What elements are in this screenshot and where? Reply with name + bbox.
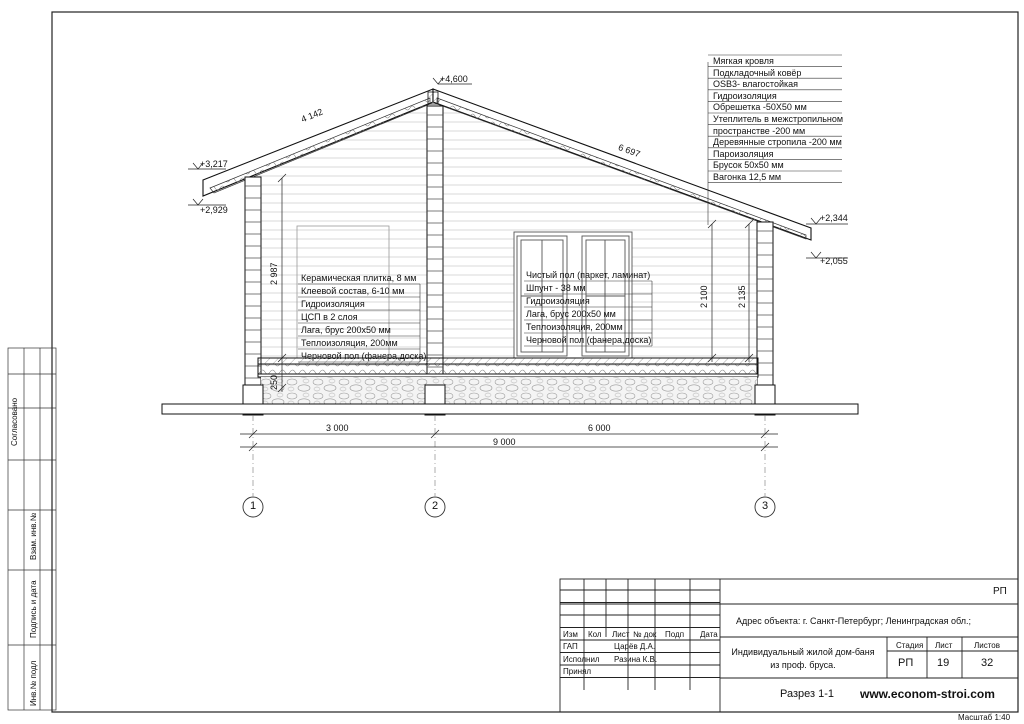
elevation-left-bottom: +2,929 <box>200 205 228 215</box>
title-drawing-name: Разрез 1-1 <box>780 688 835 700</box>
axis-label-2: 2 <box>432 500 439 512</box>
title-role: Принял <box>563 667 592 676</box>
title-sheets-label: Листов <box>974 641 1000 650</box>
floor-layer-item: Гидроизоляция <box>526 296 590 306</box>
stamp-agreed: Согласовано <box>10 397 19 446</box>
title-role: Исполнил <box>563 654 600 664</box>
stamp-replace-inv: Взам. инв.№ <box>29 512 38 560</box>
ridge <box>428 92 438 104</box>
title-website[interactable]: www.econom-stroi.com <box>860 687 995 701</box>
title-sheet: 19 <box>937 657 950 669</box>
roof-layer-item: Брусок 50х50 мм <box>713 160 784 171</box>
dimension-right-height-b: 2 135 <box>737 285 747 308</box>
dimension-right-slope: 6 697 <box>616 142 642 160</box>
floor-layer-item: Черновой пол (фанера,доска) <box>301 351 427 361</box>
ground <box>162 404 858 414</box>
floor-layer-item: ЦСП в 2 слоя <box>301 312 358 322</box>
floor-layer-item: Клеевой состав, 6-10 мм <box>301 286 405 296</box>
title-person: Разина К.В. <box>614 654 658 664</box>
title-role: ГАП <box>563 642 578 651</box>
floor-layer-item: Теплоизоляция, 200мм <box>526 322 623 332</box>
floor-layer-item: Гидроизоляция <box>301 299 365 309</box>
title-code: РП <box>993 586 1007 597</box>
dimension-foundation: 250 <box>269 374 279 390</box>
title-sheets: 32 <box>981 657 994 669</box>
floor-layer-item: Чистый пол (паркет, ламинат) <box>526 270 651 280</box>
dimension-left-slope: 4 142 <box>299 106 325 125</box>
roof-layer-item: Деревянные стропила -200 мм <box>713 137 842 148</box>
roof-layer-item: Утеплитель в межстропильном <box>713 114 844 124</box>
title-header-cell: Кол <box>588 630 602 639</box>
floor-layer-item: Лага, брус 200х50 мм <box>301 325 391 335</box>
title-header-cell: № док <box>633 630 657 639</box>
floor-layer-item: Шпунт - 38 мм <box>526 283 586 293</box>
floor-layer-item: Теплоизоляция, 200мм <box>301 338 398 348</box>
title-header-cell: Дата <box>700 630 718 639</box>
dimension-span-right: 6 000 <box>588 423 611 433</box>
title-header-cell: Изм <box>563 630 578 639</box>
roof-layer-item: Обрешетка -50Х50 мм <box>713 102 807 113</box>
elevation-right-bottom: +2,055 <box>820 256 848 266</box>
gravel-fill <box>261 374 757 406</box>
elevation-right-top: +2,344 <box>820 213 848 223</box>
elevation-ridge: +4,600 <box>440 74 468 84</box>
axis-label-1: 1 <box>250 500 257 512</box>
title-address: Адрес объекта: г. Санкт-Петербург; Ленинградская обл.; <box>736 616 972 626</box>
dimension-span-left: 3 000 <box>326 423 349 433</box>
title-header-cell: Подп <box>665 630 685 639</box>
dimension-right-height-a: 2 100 <box>699 285 709 308</box>
stamp-sign-date: Подпись и дата <box>29 580 38 638</box>
dimension-span-total: 9 000 <box>493 437 516 447</box>
title-stage-label: Стадия <box>896 641 924 650</box>
roof-layer-item: Подкладочный ковёр <box>713 67 802 78</box>
title-stage: РП <box>898 657 914 669</box>
elevation-left-top: +3,217 <box>200 159 228 169</box>
roof-layer-item: OSB3- влагостойкая <box>713 79 798 90</box>
roof-layer-item: Мягкая кровля <box>713 56 774 66</box>
title-person: Царёв Д.А. <box>614 642 656 651</box>
stamp-inv-original: Инв.№ подл <box>29 660 38 706</box>
title-header-cell: Лист <box>612 630 630 639</box>
floor-layer-item: Лага, брус 200х50 мм <box>526 309 616 319</box>
axis-label-3: 3 <box>762 500 769 512</box>
title-sheet-label: Лист <box>935 641 953 650</box>
axis-bubbles <box>243 497 775 517</box>
floor-layer-item: Керамическая плитка, 8 мм <box>301 273 417 283</box>
dimension-left-room-height: 2 987 <box>269 262 279 285</box>
roof-layer-item: Вагонка 12,5 мм <box>713 172 782 182</box>
roof-layer-item: пространстве -200 мм <box>713 125 806 136</box>
roof-layer-item: Пароизоляция <box>713 148 774 159</box>
floor-layer-item: Черновой пол (фанера,доска) <box>526 335 652 345</box>
title-scale: Масштаб 1:40 <box>958 713 1011 722</box>
title-project: Индивидуальный жилой дом-баня из проф. бруса. <box>731 647 875 670</box>
roof-layer-item: Гидроизоляция <box>713 90 777 101</box>
